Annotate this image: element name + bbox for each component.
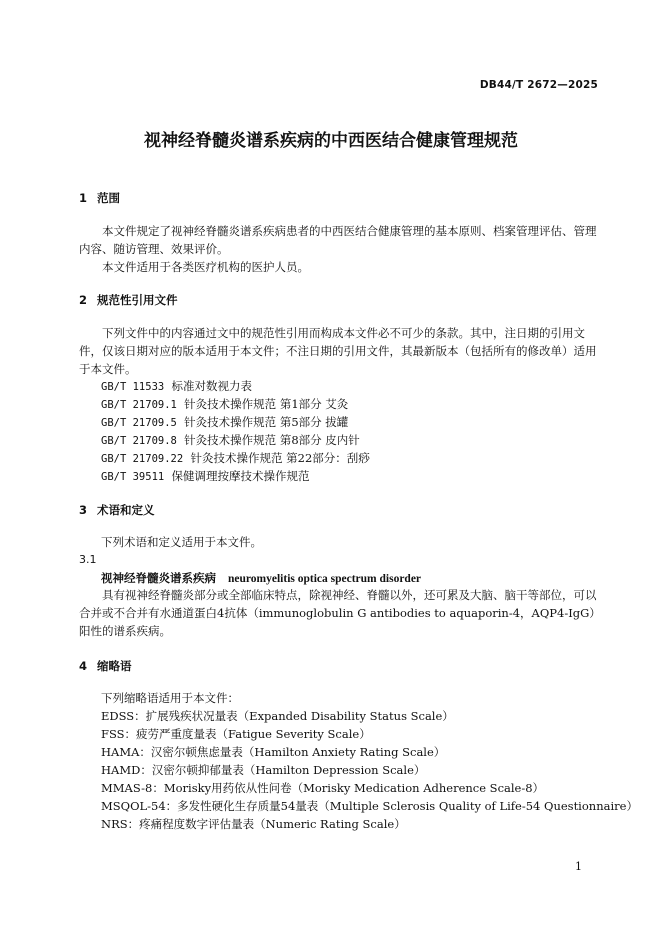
scope-paragraph-1: 本文件规定了视神经脊髓炎谱系疾病患者的中西医结合健康管理的基本原则、档案管理评估、管理内容、随访管理、效果评价。 — [79, 224, 597, 256]
reference-title: 保健调理按摩技术操作规范 — [171, 469, 310, 483]
reference-title: 针灸技术操作规范 第22部分：刮痧 — [190, 451, 370, 465]
reference-title: 针灸技术操作规范 第1部分 艾灸 — [184, 397, 349, 411]
abbrev-item: NRS：疼痛程度数字评估量表（Numeric Rating Scale） — [101, 817, 406, 831]
term-definition: 具有视神经脊髓炎部分或全部临床特点，除视神经、脊髓以外，还可累及大脑、脑干等部位，可以合并或不合并有水通道蛋白4抗体（immunoglobulin G antibodies to aquaporin-4，AQP4-IgG）阳性的谱系疾病。 — [79, 588, 597, 638]
term-number: 3.1 — [79, 553, 97, 566]
document-title: 视神经脊髓炎谱系疾病的中西医结合健康管理规范 — [144, 131, 518, 151]
section-number: 4 — [79, 659, 88, 673]
reference-item — [101, 432, 360, 448]
section-number: 3 — [79, 503, 88, 517]
reference-code: GB/T 21709.1 — [101, 399, 177, 411]
reference-item — [101, 450, 370, 466]
section-2-heading — [79, 292, 178, 308]
abbrev-item: HAMD：汉密尔顿抑郁量表（Hamilton Depression Scale） — [101, 763, 426, 777]
reference-code: GB/T 21709.5 — [101, 417, 177, 429]
section-1-heading — [79, 190, 120, 206]
reference-item — [101, 378, 252, 394]
term-entry — [101, 570, 421, 586]
abbrev-item: FSS：疲劳严重度量表（Fatigue Severity Scale） — [101, 727, 371, 741]
reference-item — [101, 414, 348, 430]
term-chinese: 视神经脊髓炎谱系疾病 — [101, 571, 216, 585]
reference-item — [101, 396, 348, 412]
section-number: 1 — [79, 191, 88, 205]
document-code: DB44/T 2672—2025 — [479, 79, 598, 91]
term-english: neuromyelitis optica spectrum disorder — [228, 573, 422, 585]
section-title: 规范性引用文件 — [97, 293, 178, 307]
abbrev-item: HAMA：汉密尔顿焦虑量表（Hamilton Anxiety Rating Scale） — [101, 745, 446, 759]
section-number: 2 — [79, 293, 88, 307]
terms-intro: 下列术语和定义适用于本文件。 — [101, 535, 262, 549]
reference-code: GB/T 39511 — [101, 471, 165, 483]
abbrev-intro: 下列缩略语适用于本文件： — [101, 691, 239, 705]
abbrev-item: EDSS：扩展残疾状况量表（Expanded Disability Status Scale） — [101, 709, 454, 723]
section-title: 缩略语 — [97, 659, 132, 673]
reference-code: GB/T 21709.8 — [101, 435, 177, 447]
reference-code: GB/T 21709.22 — [101, 453, 184, 465]
section-4-heading — [79, 658, 132, 674]
page-number: 1 — [575, 860, 582, 873]
reference-title: 针灸技术操作规范 第8部分 皮内针 — [184, 433, 360, 447]
abbrev-item: MSQOL-54：多发性硬化生存质量54量表（Multiple Sclerosis Quality of Life-54 Questionnaire） — [101, 799, 638, 813]
section-title: 术语和定义 — [97, 503, 155, 517]
section-title: 范围 — [97, 191, 120, 205]
abbrev-item: MMAS-8：Morisky用药依从性问卷（Morisky Medication Adherence Scale-8） — [101, 781, 545, 795]
reference-code: GB/T 11533 — [101, 381, 165, 393]
refs-intro-paragraph: 下列文件中的内容通过文中的规范性引用而构成本文件必不可少的条款。其中，注日期的引用文件，仅该日期对应的版本适用于本文件；不注日期的引用文件，其最新版本（包括所有的修改单）适用于本文件。 — [79, 326, 597, 376]
reference-item — [101, 468, 310, 484]
reference-title: 标准对数视力表 — [171, 379, 253, 393]
scope-paragraph-2: 本文件适用于各类医疗机构的医护人员。 — [102, 260, 309, 274]
reference-title: 针灸技术操作规范 第5部分 拔罐 — [184, 415, 349, 429]
section-3-heading — [79, 502, 155, 518]
